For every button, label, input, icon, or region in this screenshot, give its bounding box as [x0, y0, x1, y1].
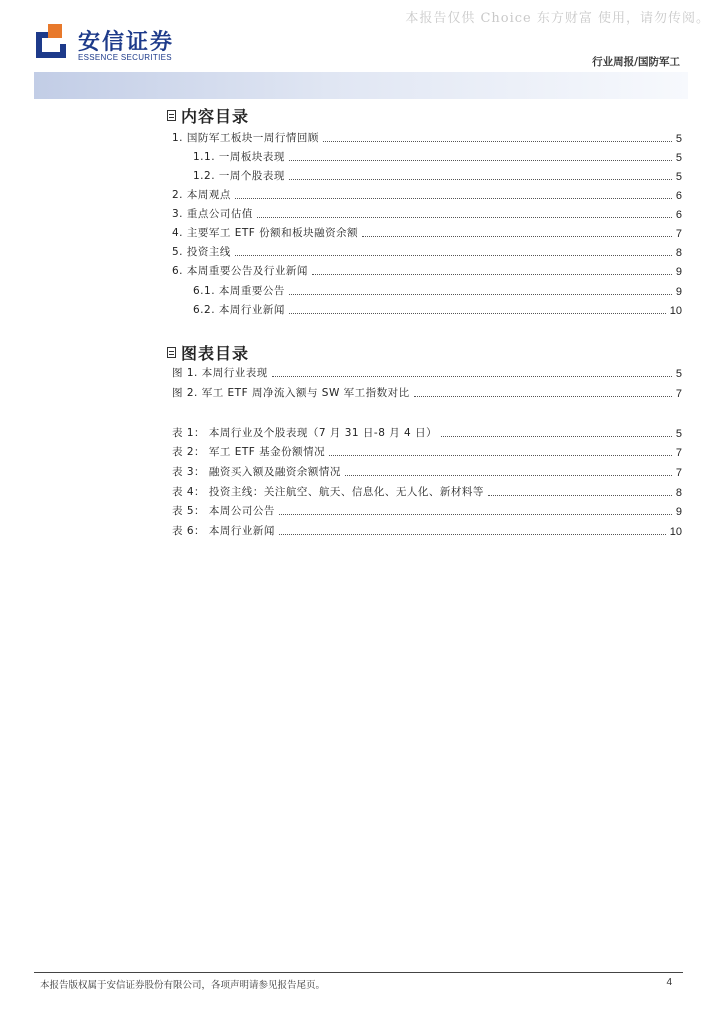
dot-leader [345, 474, 672, 476]
company-logo [34, 24, 204, 66]
table-entry-label: 表 2： 军工 ETF 基金份额情况 [172, 446, 326, 458]
toc-entry-page: 9 [675, 286, 682, 298]
toc-entry-page: 10 [669, 305, 682, 317]
dot-leader [312, 273, 672, 275]
toc-entry-page: 9 [675, 266, 682, 278]
contents-heading [167, 104, 249, 127]
figures-heading [167, 341, 249, 364]
table-entry[interactable] [172, 483, 682, 499]
list-icon [167, 110, 176, 121]
figure-entry-page: 5 [675, 368, 682, 380]
toc-entry[interactable] [172, 205, 682, 221]
toc-entry[interactable] [172, 243, 682, 259]
dot-leader [235, 197, 672, 199]
table-entry[interactable] [172, 463, 682, 479]
figures-title: 图表目录 [181, 344, 250, 363]
table-entry-page: 7 [675, 447, 682, 459]
dot-leader [272, 375, 672, 377]
dot-leader [323, 140, 672, 142]
figure-entry-page: 7 [675, 388, 682, 400]
toc-entry-page: 5 [675, 133, 682, 145]
toc-entry-page: 6 [675, 190, 682, 202]
list-icon [167, 347, 176, 358]
table-entry-page: 7 [675, 467, 682, 479]
toc-entry-page: 5 [675, 152, 682, 164]
header-bar [34, 72, 688, 99]
toc-entry-label: 5. 投资主线 [172, 246, 231, 258]
toc-entry-label: 1.2. 一周个股表现 [193, 170, 285, 182]
dot-leader [362, 235, 672, 237]
dot-leader [414, 395, 672, 397]
contents-title: 内容目录 [181, 107, 250, 126]
dot-leader [289, 293, 672, 295]
table-entry-label: 表 4： 投资主线：关注航空、航天、信息化、无人化、新材料等 [172, 486, 484, 498]
table-entry[interactable] [172, 522, 682, 538]
toc-entry[interactable] [193, 282, 682, 298]
dot-leader [329, 454, 672, 456]
toc-entry-label: 6.1. 本周重要公告 [193, 285, 285, 297]
toc-entry[interactable] [193, 167, 682, 183]
toc-entry-label: 1.1. 一周板块表现 [193, 151, 285, 163]
figure-entry[interactable] [172, 364, 682, 380]
figure-entry-label: 图 2. 军工 ETF 周净流入额与 SW 军工指数对比 [172, 387, 410, 399]
toc-entry[interactable] [193, 148, 682, 164]
toc-entry-label: 6.2. 本周行业新闻 [193, 304, 285, 316]
footer-disclaimer: 本报告版权属于安信证券股份有限公司，各项声明请参见报告尾页。 [40, 980, 326, 991]
dot-leader [235, 254, 672, 256]
toc-entry-label: 6. 本周重要公告及行业新闻 [172, 265, 308, 277]
toc-entry-page: 7 [675, 228, 682, 240]
dot-leader [257, 216, 672, 218]
logo-name-cn: 安信证券 [78, 30, 175, 55]
table-entry[interactable] [172, 424, 682, 440]
table-entry[interactable] [172, 502, 682, 518]
figure-entry[interactable] [172, 384, 682, 400]
toc-entry-page: 6 [675, 209, 682, 221]
dot-leader [279, 533, 666, 535]
dot-leader [289, 159, 672, 161]
table-entry-label: 表 1： 本周行业及个股表现（7 月 31 日-8 月 4 日） [172, 427, 438, 439]
table-entry-page: 5 [675, 428, 682, 440]
toc-entry-label: 1. 国防军工板块一周行情回顾 [172, 132, 319, 144]
toc-entry-page: 5 [675, 171, 682, 183]
footer-divider [34, 972, 683, 973]
dot-leader [279, 513, 672, 515]
toc-entry-label: 2. 本周观点 [172, 189, 231, 201]
toc-entry[interactable] [172, 129, 682, 145]
logo-name-en: ESSENCE SECURITIES [78, 53, 172, 62]
table-entry-page: 8 [675, 487, 682, 499]
toc-entry-label: 3. 重点公司估值 [172, 208, 253, 220]
report-category: 行业周报/国防军工 [592, 56, 680, 68]
toc-entry-page: 8 [675, 247, 682, 259]
page-number: 4 [666, 977, 672, 988]
toc-entry-label: 4. 主要军工 ETF 份额和板块融资余额 [172, 227, 359, 239]
figure-entry-label: 图 1. 本周行业表现 [172, 367, 268, 379]
dot-leader [488, 494, 672, 496]
logo-mark-icon [34, 24, 68, 58]
table-entry-page: 10 [669, 526, 682, 538]
table-entry-page: 9 [675, 506, 682, 518]
table-entry-label: 表 3： 融资买入额及融资余额情况 [172, 466, 341, 478]
toc-entry[interactable] [172, 186, 682, 202]
table-entry[interactable] [172, 443, 682, 459]
dot-leader [289, 312, 666, 314]
dot-leader [441, 435, 672, 437]
table-entry-label: 表 5： 本周公司公告 [172, 505, 275, 517]
dot-leader [289, 178, 672, 180]
toc-entry[interactable] [193, 301, 682, 317]
table-entry-label: 表 6： 本周行业新闻 [172, 525, 275, 537]
toc-entry[interactable] [172, 224, 682, 240]
toc-entry[interactable] [172, 262, 682, 278]
watermark: 本报告仅供 Choice 东方财富 使用，请勿传阅。 [405, 11, 710, 26]
